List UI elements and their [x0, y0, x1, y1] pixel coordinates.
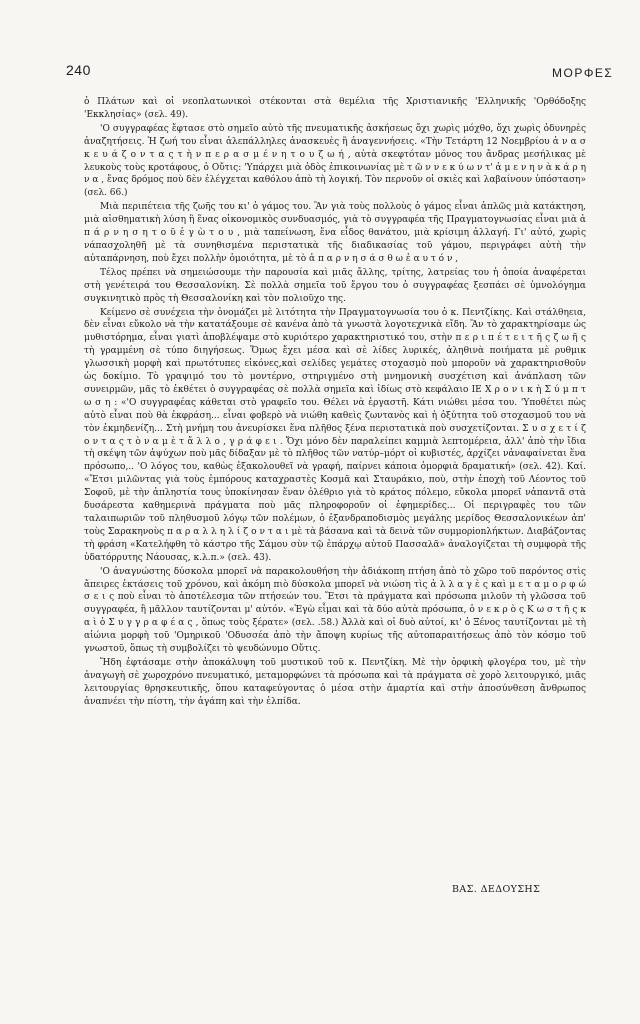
- paragraph-4: Τέλος πρέπει νὰ σημειώσουμε τὴν παρουσία καὶ μιᾶς ἄλλης, τρίτης, λατρείας του ἡ ὁποία ἀναφέρεται στὴ γενέτειρά του Θεσσαλονίκη. Σὲ πολλὰ σημεῖα τοῦ ἔργου του ὁ συγγραφέας ξεσπάει σὲ ὑμνολόγημα συγκινητικὸ πρὸς τὴ Θεσσαλονίκη καὶ τὸν πολιοῦχο της.: [84, 267, 586, 304]
- paragraph-6: 'Ο ἀναγνώστης δύσκολα μπορεῖ νὰ παρακολουθήση τὴν ἀδιάκοπη πτήση ἀπὸ τὸ χῶρο τοῦ παρόντος στὶς ἄπειρες ἐκτάσεις τοῦ χρόνου, καὶ ἀκόμη πιὸ δύσκολα μπορεῖ νὰ νιώση τὶς ἀ λ λ α γ ὲ ς καὶ μ ε τ α μ ο ρ φ ώ σ ε ι ς ποὺ εἶναι τὸ ἀποτέλεσμα τῶν πτήσεών του. Ἔτσι τὰ πράγματα καὶ πρόσωπα μιλοῦν τὴ γλῶσσα τοῦ συγγραφέα, ἢ μᾶλλον ταυτίζονται μ' αὐτόν. «Ἐγὼ εἶμαι καὶ τὰ δύο αὐτὰ πρόσωπα, ὁ ν ε κ ρ ὸ ς Κ ω σ τ ῆ ς κ α ὶ ὁ Σ υ γ γ ρ α φ έ α ς , ὅπως τοὺς ξέρατε» (σελ. .58.) Ἀλλὰ καὶ οἱ δυὸ αὐτοί, κι' ὁ Ξένος ταυτίζονται μὲ τὴ αἰώνια μορφὴ τοῦ 'Ομηρικοῦ 'Οδυσσέα ἀπὸ τὴν ἄποψη κυρίως τῆς αὐτοπαραιτήσεως ἀπὸ τὸν κόσμο τοῦ γνωστοῦ, ὅπως τὴ συμβολίζει τὸ ψευδώνυμο Οὔτις.: [84, 566, 586, 655]
- paragraph-7: Ἤδη ἐφτάσαμε στὴν ἀποκάλυψη τοῦ μυστικοῦ τοῦ κ. Πεντζίκη. Μὲ τὴν ὀρφικὴ φλογέρα του, μὲ τὴν ἀναγωγὴ σὲ χωροχρόνο πνευματικό, μεταμορφώνει τὰ πρόσωπα καὶ τὰ πράγματα σὲ χορὸ λειτουργικό, μιᾶς λειτουργίας θρησκευτικῆς, ὅπου καταφεύγοντας ὁ μέσα στὴν ἁμαρτία καὶ στὴν ἀποσύνθεση ἄνθρωπος ἀναπνέει τὴν πίστη, τὴν ἀγάπη καὶ τὴν ἐλπίδα.: [84, 657, 586, 707]
- paragraph-5: Κείμενο σὲ συνέχεια τὴν ὀνομάζει μὲ λιτότητα τὴν Πραγματογνωσία του ὁ κ. Πεντζίκης. Καὶ στάλθηεια, δὲν εἶναι εὔκολο νὰ τὴν κατατάξουμε σὲ κανένα ἀπὸ τὰ γνωστὰ λογοτεχνικὰ εἴδη. Ἂν τὸ χαρακτηρίσαμε ὡς μυθιστόρημα, εἶναι γιατὶ ἀποβλέψαμε στὸ κυριότερο χαρακτηριστικό του, στὴν π ε ρ ι π έ τ ε ι τ ῆ ς ζ ω ῆ ς τὴ γραμμένη σὲ τύπο διηγήσεως. Ὅμως ἔχει μέσα καὶ σὲ λίδες λυρικές, ἀληθινὰ ποιήματα μὲ ρυθμικ γλωσσικὴ μορφὴ καὶ πρωτότυπες εἰκόνες,καὶ σελίδες γεμάτες στοχασμὸ ποὺ μποροῦν νὰ χαρακτηρισθοῦν ὡς δοκίμιο. Τὸ γραψιμό του τὸ μοντέρνο, στηριγμένο στὴ μνημονικὴ συσχέτιση καὶ ἀνάπλαση τῶν συνειρμῶν, μᾶς τὸ ἐκθέτει ὁ συγγραφέας σὲ πολλὰ σημεῖα καὶ ἰδίως στὸ κεφάλαιο ΙΕ Χ ρ ο ν ι κ ὴ Σ ύ μ π τ ω σ η : «'Ο συγγραφέας κάθεται στὸ γραφεῖο του. Θέλει νὰ ἐργαστῆ. Κάτι νιώθει μέσα του. 'Υποθέτει πὼς αὐτὸ εἶναι ποὺ θὰ ἐκφράση... εἶναι φοβερὸ νὰ νιώθη καθεὶς ζωντανὸς καὶ ἡ ὀξύτητα τοῦ στοχασμοῦ του νὰ τὸν ἐκμηδενίζη... Στὴ μνήμη του ἀνευρίσκει ἕνα πλῆθος ξένα περιστατικὰ ποὺ συσχετίζονται. Σ υ σ χ ε τ ί ζ ο ν τ α ς τ ὸ ν α μ ὲ τ ἄ λ λ ο , γ ρ ά φ ε ι . Ὄχι μόνο δὲν παραλείπει καμμιὰ λεπτομέρεια, ἀλλ' ἀπὸ τὴν ἴδια τὴ σκέψη τῶν ἀψύχων ποὺ μᾶς δίδαξαν μὲ τὸ πλῆθος τῶν νατύρ–μόρτ οἱ κυβιστές, ἀρχίζει νἀναφαίνεται ἕνα πρόσωπο,.. 'Ο λόγος του, καθὼς ἐξακολουθεῖ νὰ γραφή, παίρνει κάποια ὁμορφιὰ δραματική» (σελ. 42). Καί. «Ἔτσι μιλῶντας γιὰ τοὺς ἐμπόρους καταχραστὲς Κοσμᾶ καὶ Σταυράκιο, ποὺ, στὴν ἐποχὴ τοῦ Λέοντος τοῦ Σοφοῦ, μὲ τὴν ἀπληστία τους ὑποκίνησαν ἕναν ὀλέθριο γιὰ τὸ κράτος πόλεμο, εὔκολα μπορεῖ νἀπαντᾶ στὰ δυσάρεστα καθημερινὰ πράγματα ποὺ μᾶς πληροφοροῦν οἱ ἐφημερίδες... Οἱ περιγραφὲς του τῶν ταλαιπωριῶν τοῦ πληθυσμοῦ λόγῳ τῶν πολέμων, ὁ ἐξανδραποδισμὸς μεγάλης μερίδος Θεσσαλονικέων ἀπ' τοὺς Σαρακηνοὺς π α ρ α λ λ η λ ί ζ ο ν τ α ι μὲ τὰ βάσανα καὶ τὰ δεινὰ τῶν συμμορionλήκτων. Διαβάζοντας τὴ φράση «Κατελήφθη τὸ κάστρο τῆς Σάμου σὺν τῷ ἐπάρχῳ αὐτοῦ Πασσαλᾶ» ἀναλογίζεται τὴ συμφορὰ τῆς ὑδατόρρυτης Νάουσας, κ.λ.π.» (σελ. 43).: [84, 307, 586, 563]
- article-body: [84, 96, 586, 710]
- author-signature: ΒΑΣ. ΔΕΔΟΥΣΗΣ: [452, 884, 541, 895]
- paragraph-1: ὁ Πλάτων καὶ οἱ νεοπλατωνικοὶ στέκονται στὰ θεμέλια τῆς Χριστιανικῆς 'Ελληνικῆς 'Ορθόδοξης 'Εκκλησίας» (σελ. 49).: [84, 97, 586, 120]
- running-head: ΜΟΡΦΕΣ: [552, 66, 614, 80]
- paragraph-2: 'Ο συγγραφέας ἔφτασε στὸ σημεῖο αὐτὸ τῆς πνευματικῆς ἀσκήσεως ὄχι χωρὶς μόχθο, ὄχι χωρὶς ὀδυνηρὲς ἀναζητήσεις. Ἡ ζωή του εἶναι ἀλεπάλληλες ἀνασκευὲς ἢ ἀναγεννήσεις. «Τὴν Τετάρτη 12 Νοεμβρίου ἀ ν α σ κ ε υ ά ζ ο ν τ α ς τ ὴ ν π ε ρ α σ μ έ ν η τ ο υ ζ ω ή , αὐτὰ σκεφτόταν μόνος του ἄνδρας μεσήλικας μὲ λευκοὺς τοὺς κροτάφους, ὁ Οὔτις: 'Υπάρχει μιὰ ὁδὸς ἐπικοινωνίας μὲ τ ῶ ν ν ε κ ύ ω ν τ' ἀ μ ε ν η ν ὰ κ ά ρ η ν α , ἕνας δρόμος ποὺ δὲν ἐλέγχεται καθόλου ἀπὸ τὴ λογική. Τὸν περνοῦν οἱ σκιὲς καὶ λαβαίνουν ὑπόσταση» (σελ. 66.): [84, 123, 586, 199]
- paragraph-3: Μιὰ περιπέτεια τῆς ζωῆς του κι' ὁ γάμος του. Ἂν γιὰ τοὺς πολλοὺς ὁ γάμος εἶναι ἁπλῶς μιὰ κατάκτηση, μιὰ αἰσθηματικὴ λύση ἢ ἕνας οἰκονομικὸς συνδυασμός, γιὰ τὸ συγγραφέα τῆς Πραγματογνωσίας εἶναι μιὰ ἀ π ά ρ ν η σ η τ ο ῦ ἐ γ ὼ τ ο υ , μιὰ ταπείνωση, ἕνα εἶδος θανάτου, μιὰ κρίσιμη ἀλλαγή. Γι' αὐτό, χωρὶς νάπασχοληθῆ μὲ τὰ συνηθισμένα περιστατικὰ τῆς διαδικασίας τοῦ γάμου, περιγράφει αὐτὴ τὴν αὐταπάρνηση, ποὺ ἔχει πολλὴν ὁμοιότητα, μὲ τὸ ἀ π α ρ ν η σ ά σ θ ω ἑ α υ τ ό ν ,: [84, 202, 586, 264]
- page-number: 240: [66, 62, 91, 78]
